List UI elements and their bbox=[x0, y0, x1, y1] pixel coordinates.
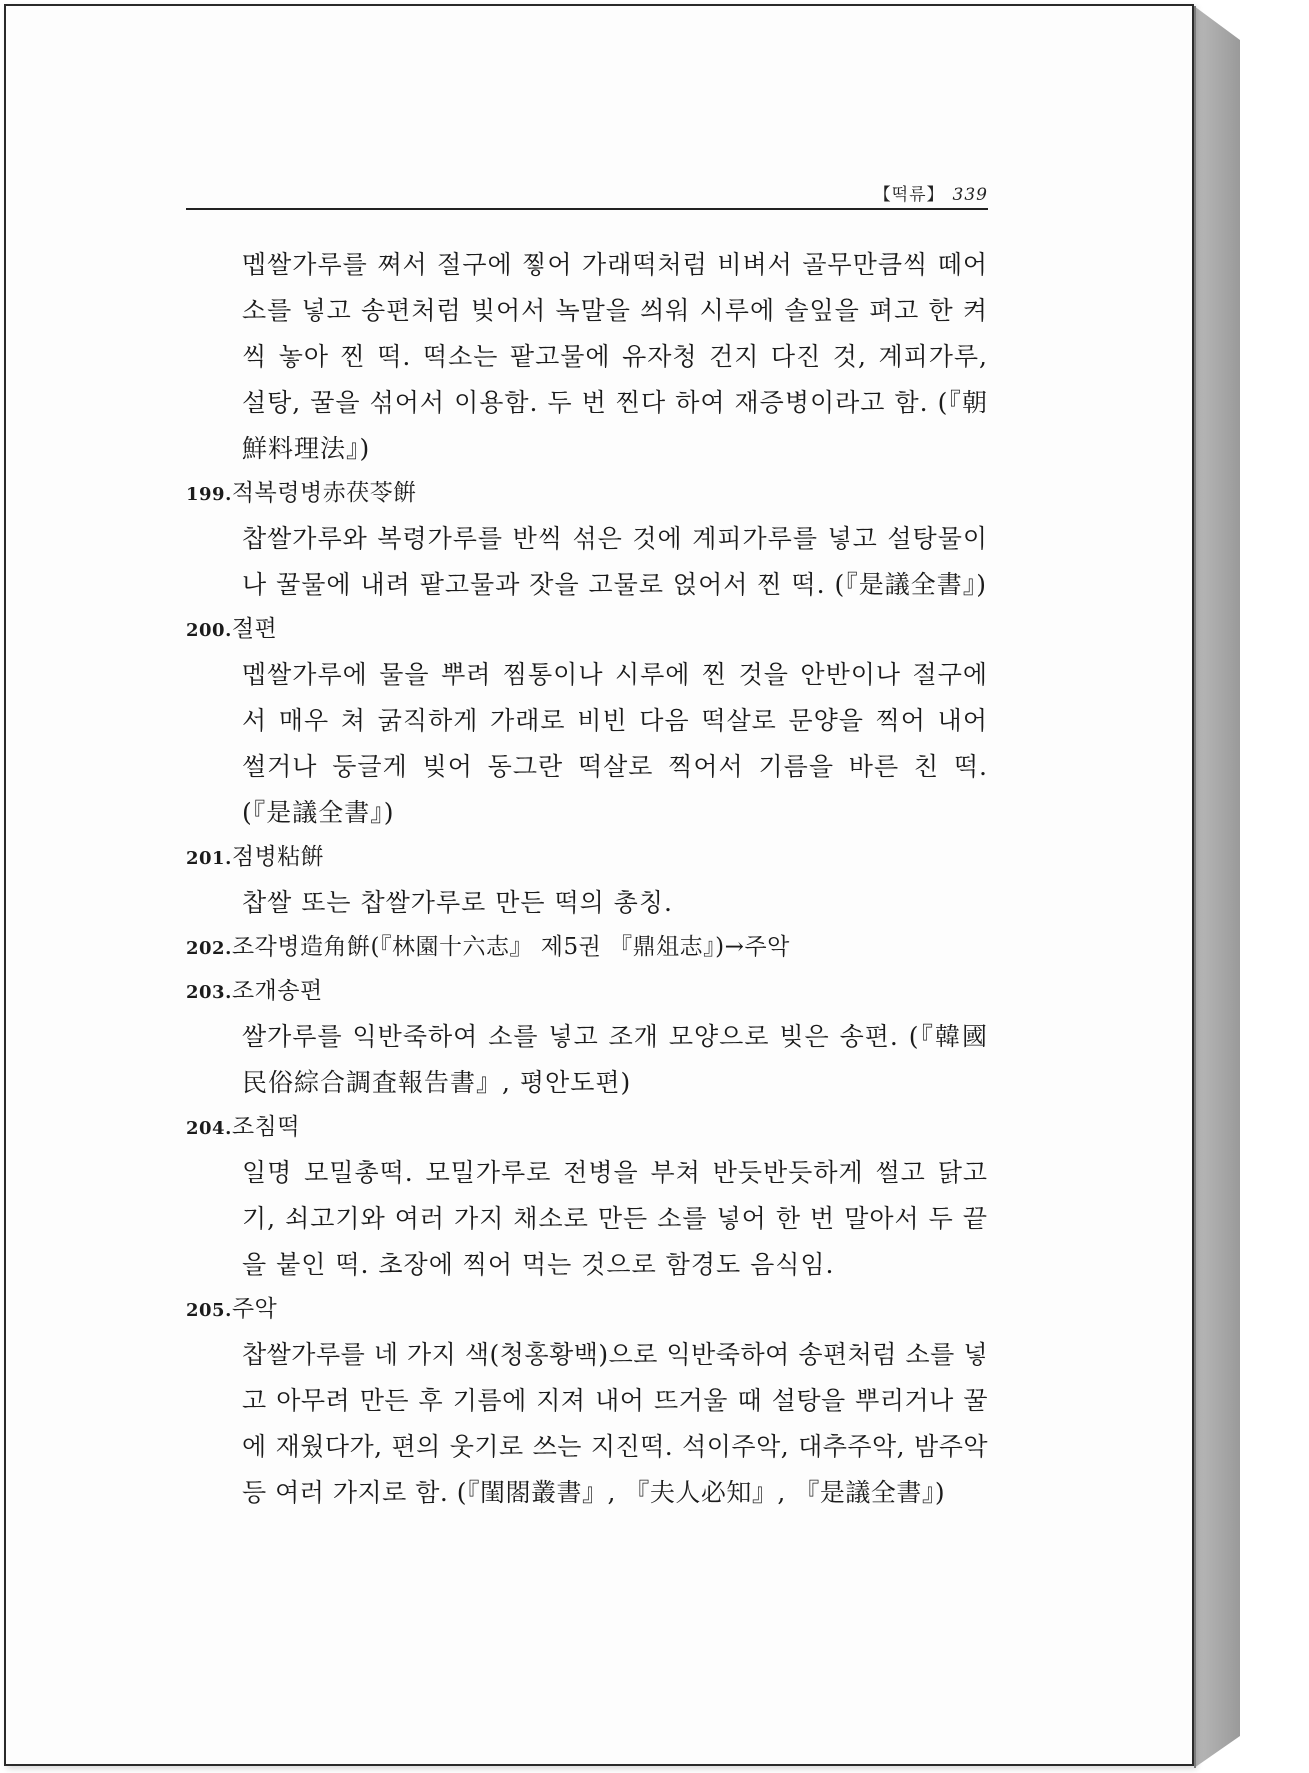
page-number: 339 bbox=[952, 185, 988, 205]
page-body bbox=[186, 242, 988, 1516]
entry-heading bbox=[186, 1288, 988, 1332]
entry-number: 199. bbox=[186, 484, 232, 505]
entry-title: 점병粘餠 bbox=[231, 844, 325, 870]
entry-number: 201. bbox=[186, 848, 232, 869]
entry-text: 찹쌀가루를 네 가지 색(청홍황백)으로 익반죽하여 송편처럼 소를 넣고 아무려 만든 후 기름에 지져 내어 뜨거울 때 설탕을 뿌리거나 꿀에 재웠다가, 편의 웃기로 쓰는 지진떡. 석이주악, 대추주악, 밤주악 등 여러 가지로 함. (『閨閤叢書』, 『夫人必知』, 『是議全書』) bbox=[242, 1340, 988, 1507]
entry-heading bbox=[186, 472, 988, 516]
entry-number: 204. bbox=[186, 1118, 232, 1139]
entry-heading bbox=[186, 836, 988, 880]
entry-number: 202. bbox=[186, 938, 232, 959]
book-spine bbox=[1194, 6, 1240, 1768]
entry-title: 주악 bbox=[231, 1296, 278, 1322]
entry-text: 찹쌀가루와 복령가루를 반씩 섞은 것에 계피가루를 넣고 설탕물이나 꿀물에 내려 팥고물과 잣을 고물로 얹어서 찐 떡. (『是議全書』) bbox=[242, 524, 988, 599]
entry-text: 쌀가루를 익반죽하여 소를 넣고 조개 모양으로 빚은 송편. (『韓國民俗綜合調査報告書』, 평안도편) bbox=[242, 1022, 988, 1097]
entry-text: 일명 모밀총떡. 모밀가루로 전병을 부쳐 반듯반듯하게 썰고 닭고기, 쇠고기와 여러 가지 채소로 만든 소를 넣어 한 번 말아서 두 끝을 붙인 떡. 초장에 찍어 먹는 것으로 함경도 음식임. bbox=[242, 1158, 988, 1279]
entry-number: 200. bbox=[186, 620, 232, 641]
header-rule bbox=[186, 208, 988, 210]
entry-text: 멥쌀가루를 쪄서 절구에 찧어 가래떡처럼 비벼서 골무만큼씩 떼어 소를 넣고 송편처럼 빚어서 녹말을 씌워 시루에 솔잎을 펴고 한 켜씩 놓아 찐 떡. 떡소는 팥고물에 유자청 건지 다진 것, 계피가루, 설탕, 꿀을 섞어서 이용함. 두 번 찐다 하여 재증병이라고 함. (『朝鮮料理法』) bbox=[242, 250, 988, 463]
running-head bbox=[838, 180, 988, 205]
entry-heading bbox=[186, 926, 988, 970]
page-edge bbox=[1194, 6, 1196, 1768]
entry-heading bbox=[186, 1106, 988, 1150]
entry-title: 조각병造角餠(『林園十六志』 제5권 『鼎俎志』)→주악 bbox=[231, 934, 790, 960]
entry-title: 조개송편 bbox=[231, 978, 323, 1004]
entry-title: 조침떡 bbox=[231, 1114, 300, 1140]
entry-heading bbox=[186, 970, 988, 1014]
entry-number: 205. bbox=[186, 1300, 232, 1321]
entry-heading bbox=[186, 608, 988, 652]
entry-title: 적복령병赤茯苓餠 bbox=[231, 480, 417, 506]
entry-text: 멥쌀가루에 물을 뿌려 찜통이나 시루에 찐 것을 안반이나 절구에서 매우 쳐 굵직하게 가래로 비빈 다음 떡살로 문양을 찍어 내어 썰거나 둥글게 빚어 동그란 떡살로 찍어서 기름을 바른 친 떡. (『是議全書』) bbox=[242, 660, 988, 827]
entry-text: 찹쌀 또는 찹쌀가루로 만든 떡의 총칭. bbox=[242, 888, 673, 917]
section-title: 【떡류】 bbox=[873, 185, 945, 205]
entry-title: 절편 bbox=[231, 616, 278, 642]
entry-number: 203. bbox=[186, 982, 232, 1003]
